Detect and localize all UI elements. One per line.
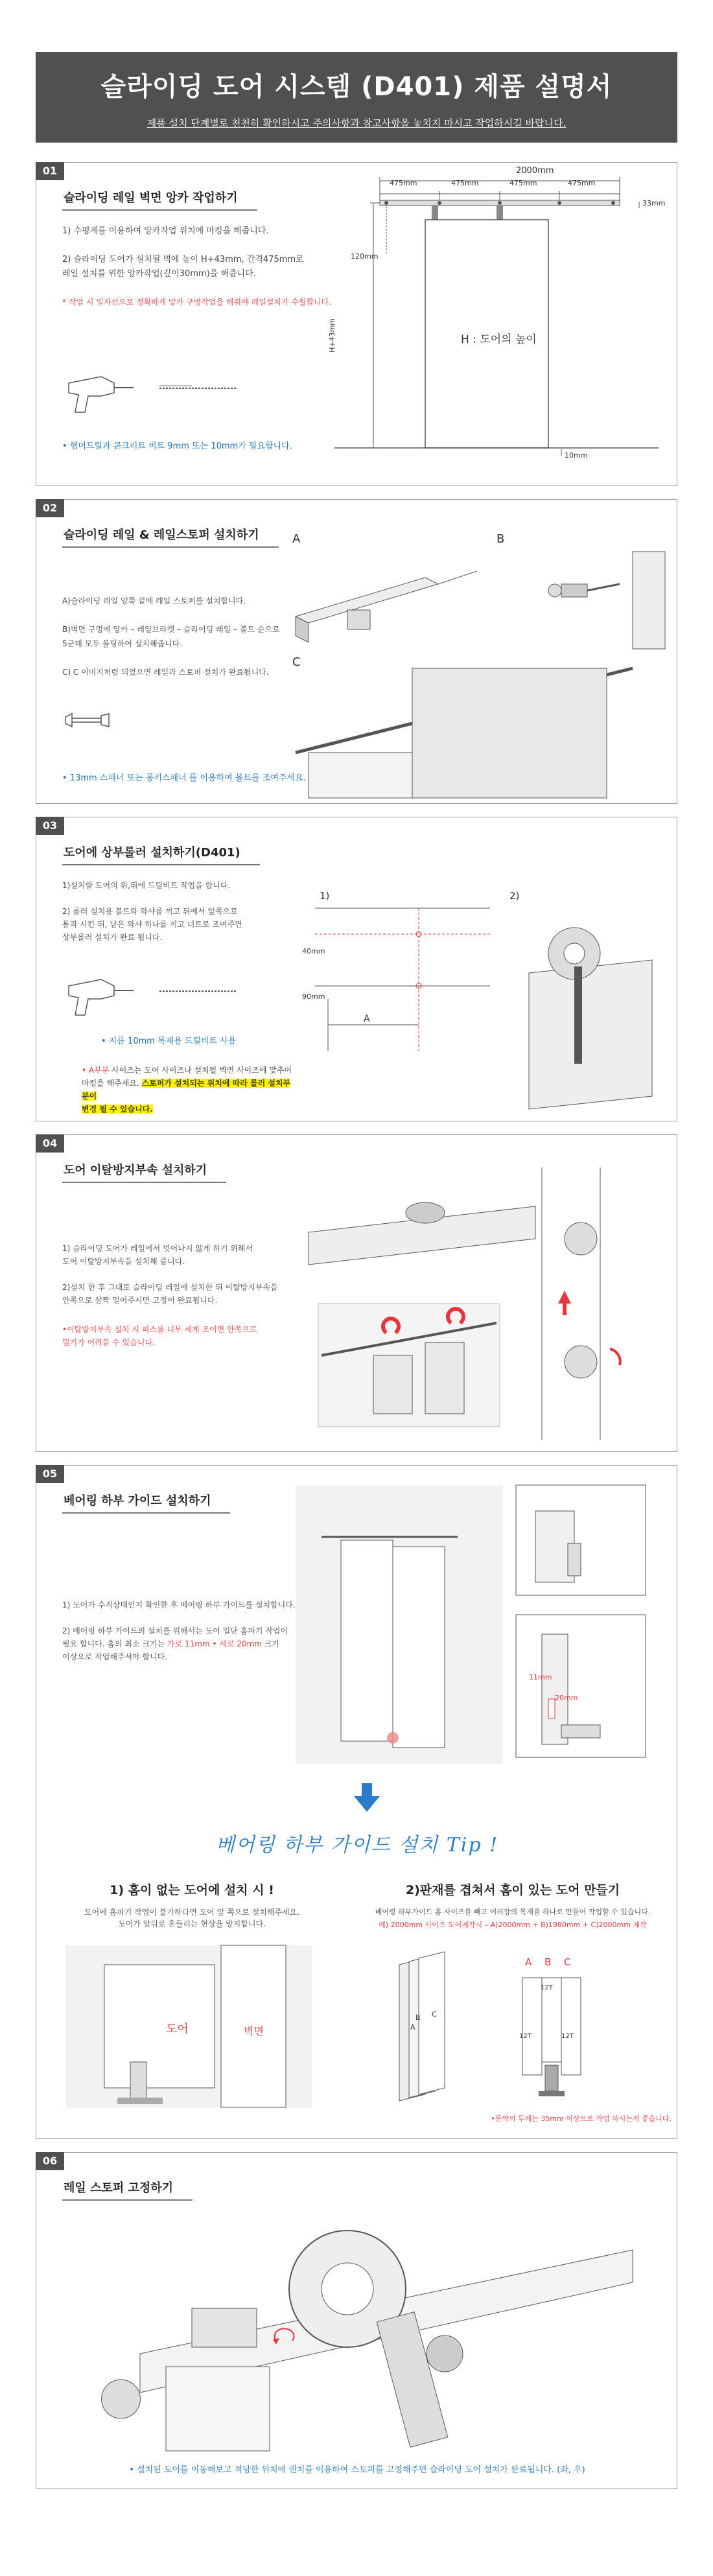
- section-01: [36, 162, 677, 486]
- section-number: 06: [36, 2152, 64, 2170]
- page-header: [36, 52, 677, 143]
- tip2-label-c: C: [564, 1956, 571, 1968]
- dim-90mm: 90mm: [302, 992, 325, 1001]
- section-text: [62, 1598, 315, 1663]
- tip1-text: 도어에 홈파기 작업이 불가하다면 도어 앞 쪽으로 설치해주세요. 도어가 앞뒤로 흔들리는 현상을 방지합니다.: [84, 1908, 299, 1928]
- tip2-example: 예) 2000mm 사이즈 도어제작시 – A)2000mm + B)1980mm + C)2000mm 제작: [379, 1921, 647, 1929]
- dim-spacing-4: 475mm: [568, 179, 596, 187]
- section-text: 1) 수평계를 이용하여 앙카작업 위치에 마킹을 해줍니다. 2) 슬라이딩 도어가 설치될 벽에 높이 H+43mm, 간격475mm로 레일 설치를 위한 앙카작업(깊이30mm)을 해줍니다.: [62, 226, 304, 279]
- tip1-diagram: [65, 1945, 312, 2107]
- tip2-fig-a: A: [410, 2023, 415, 2032]
- marking-note-prefix: • A부분: [82, 1066, 110, 1075]
- fig-label-a: A: [292, 532, 301, 546]
- rail-stopper-diagram: [283, 539, 672, 798]
- fig-label-b: B: [497, 532, 505, 546]
- dim-spacing-1: 475mm: [390, 179, 417, 187]
- warning-text: * 작업 시 일자선으로 정확하게 앙카 구멍작업을 해줘야 레일설치가 수월합니다.: [62, 298, 332, 307]
- dim-end: 120mm: [351, 252, 379, 261]
- warning-text: •이탈방지부속 설치 시 피스를 너무 세게 조이면 안쪽으로 밀기가 어려울 수 있습니다.: [62, 1325, 257, 1347]
- page-subtitle: 제품 설치 단계별로 천천히 확인하시고 주의사항과 참고사항을 놓치지 마시고 작업하시길 바랍니다.: [146, 117, 567, 129]
- section-number: 02: [36, 499, 64, 517]
- section-text-body: 1) 도어가 수직상태인지 확인한 후 베어링 하부 가이드를 설치합니다. 2) 베어링 하부 가이드의 설치를 위해서는 도어 일단 홈파기 작업이 필요 합니다. 홈의 최소 크기는: [62, 1600, 296, 1648]
- dim-height: H+43mm: [328, 318, 336, 353]
- fig-label-1: 1): [320, 890, 330, 902]
- tip2-title: 2)판재를 겹쳐서 홈이 있는 도어 만들기: [405, 1883, 620, 1897]
- page-title: 슬라이딩 도어 시스템 (D401) 제품 설명서: [100, 72, 613, 102]
- section-title: 도어 이탈방지부속 설치하기: [62, 1161, 226, 1183]
- section-title: 도어에 상부롤러 설치하기(D401): [62, 843, 260, 865]
- completion-note: • 설치된 도어를 이동해보고 적당한 위치에 렌치를 이용하여 스토퍼를 고정해주면 슬라이딩 도어 설치가 완료됩니다. (좌, 우): [129, 2465, 585, 2475]
- section-05: [36, 1465, 677, 2139]
- tool-note: • 햄머드릴과 콘크리트 비트 9mm 또는 10mm가 필요합니다.: [62, 441, 292, 451]
- section-number: 03: [36, 817, 64, 835]
- section-title: 슬라이딩 레일 & 레일스토퍼 설치하기: [62, 526, 279, 548]
- section-text: 1) 슬라이딩 도어가 레일에서 벗어나지 않게 하기 위해서 도어 이탈방지부속을 설치해 줍니다. 2)설치 한 후 그대로 슬라이딩 레일에 설치한 뒤 이탈방지부속을 안쪽으로 살짝 밀어주시면 고정이 완료됩니다.: [62, 1244, 278, 1305]
- tip2-fig-b: B: [415, 2013, 421, 2022]
- section-04: [36, 1134, 677, 1452]
- tip2-diagram: [399, 1952, 659, 2107]
- tip2-text: 베어링 하부가이드 홈 사이즈를 빼고 여러장의 목재를 하나로 만들어 작업할 수 있습니다.: [375, 1908, 651, 1916]
- section-text: A)슬라이딩 레일 양쪽 끝에 레일 스토퍼를 설치합니다. B)벽면 구멍에 앙카 – 레일브라켓 – 슬라이딩 레일 – 볼트 순으로 5군데 모두 볼팅하여 설치해줍니다. C) C 이미지처럼 되었으면 레일과 스토퍼 설치가 완료됩니다.: [62, 596, 280, 677]
- dim-20mm: 20mm: [555, 1694, 578, 1702]
- rail-anchor-diagram: [334, 163, 672, 487]
- dim-spacing-2: 475mm: [451, 179, 479, 187]
- tool-note: • 13mm 스패너 또는 몽키스패너 를 이용하여 볼트를 조여주세요.: [62, 773, 306, 783]
- section-number: 05: [36, 1465, 64, 1483]
- dim-total: 2000mm: [516, 166, 554, 176]
- section-text-highlight: 가로 11mm • 세로 20mm: [167, 1639, 263, 1648]
- section-text-end: 크기 이상으로 작업해주셔야 합니다.: [62, 1639, 280, 1661]
- rail-stopper-fix-diagram: [62, 2211, 652, 2451]
- section-title: 슬라이딩 레일 벽면 앙카 작업하기: [62, 189, 257, 211]
- fig-label-c: C: [292, 655, 301, 669]
- roller-diagram: [315, 902, 665, 1109]
- tip2-thick-a: 12T: [519, 2033, 532, 2040]
- section-06: [36, 2152, 677, 2489]
- door-height-label: H : 도어의 높이: [461, 333, 537, 346]
- tip2-fig-c: C: [432, 2010, 437, 2019]
- marking-note-highlight: 스토퍼가 설치되는 위치에 따라 롤러 설치부분이 변경 될 수 있습니다.: [82, 1079, 291, 1114]
- section-title: 베어링 하부 가이드 설치하기: [62, 1492, 230, 1514]
- section-text: 1)설치할 도어의 위,뒤에 드릴비트 작업을 합니다. 2) 롤러 설치용 볼트와 와샤를 끼고 뒤에서 앞쪽으로 통과 시킨 뒤, 남은 와샤 하나를 끼고 너트로 조여주면 상부롤러 설치가 완료 됩니다.: [62, 881, 242, 942]
- tip-title: 베어링 하부 가이드 설치 Tip !: [215, 1834, 499, 1856]
- drill-illustration: [62, 973, 257, 1018]
- section-02: [36, 499, 677, 804]
- anti-derail-diagram: [309, 1167, 659, 1440]
- drill-illustration: [62, 364, 257, 416]
- tip2-label-b: B: [544, 1956, 552, 1968]
- dim-spacing-3: 475mm: [509, 179, 537, 187]
- tip2-note: •문짝의 두께는 35mm 이상으로 작업 하시는게 좋습니다.: [491, 2114, 672, 2123]
- dim-40mm: 40mm: [302, 947, 325, 955]
- section-title: 레일 스토퍼 고정하기: [62, 2179, 193, 2201]
- dim-rail-height: 33mm: [642, 199, 666, 207]
- wrench-icon: [62, 710, 114, 730]
- dim-floor-gap: 10mm: [565, 451, 588, 460]
- tip1-wall-label: 벽면: [244, 2025, 264, 2037]
- tip1-title: 1) 홈이 없는 도어에 설치 시 !: [110, 1883, 274, 1897]
- fig-label-2: 2): [509, 890, 520, 902]
- section-number: 04: [36, 1134, 64, 1153]
- marking-note: [82, 1064, 296, 1116]
- dim-11mm: 11mm: [529, 1673, 552, 1681]
- section-03: [36, 817, 677, 1121]
- dim-a: A: [364, 1014, 370, 1024]
- tool-note: • 지름 10mm 목재용 드릴비트 사용: [101, 1036, 237, 1046]
- tip2-thick-b: 12T: [541, 1984, 553, 1991]
- bearing-guide-diagram: [296, 1485, 659, 1764]
- section-number: 01: [36, 162, 64, 180]
- arrow-down-icon: [354, 1783, 380, 1812]
- tip1-door-label: 도어: [166, 2022, 189, 2036]
- marking-note-body: 사이즈는 도어 사이즈나 설치될 벽면 사이즈에 맞추어 마킹을 해주세요.: [82, 1066, 292, 1088]
- tip2-thick-c: 12T: [561, 2033, 574, 2040]
- tip2-label-a: A: [525, 1956, 532, 1968]
